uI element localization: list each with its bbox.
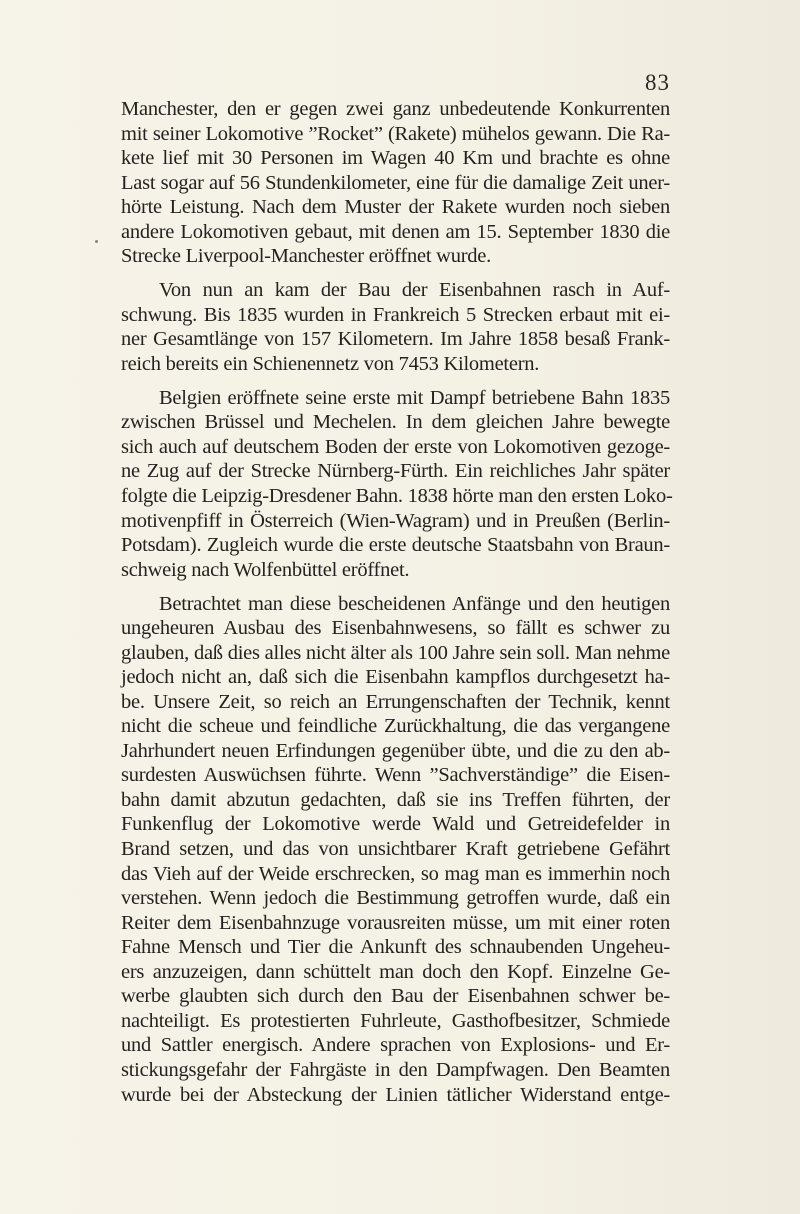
text-line: ers anzuzeigen, dann schüttelt man doch den Kopf. Einzelne Ge- bbox=[121, 960, 670, 983]
text-line: verstehen. Wenn jedoch die Bestimmung getroffen wurde, daß ein bbox=[121, 887, 670, 910]
text-line: nicht die scheue und feindliche Zurückhaltung, die das vergangene bbox=[121, 715, 670, 738]
text-line: Potsdam). Zugleich wurde die erste deutsche Staatsbahn von Braun- bbox=[121, 534, 670, 557]
text-line: Brand setzen, und das von unsichtbarer Kraft getriebene Gefährt bbox=[121, 838, 670, 861]
text-line: Funkenflug der Lokomotive werde Wald und Getreidefelder in bbox=[121, 813, 670, 836]
text-line: sich auch auf deutschem Boden der erste von Lokomotiven gezoge- bbox=[121, 435, 670, 458]
text-line: schwung. Bis 1835 wurden in Frankreich 5 Strecken erbaut mit ei- bbox=[121, 303, 670, 326]
text-line: mit seiner Lokomotive ”Rocket” (Rakete) mühelos gewann. Die Ra- bbox=[121, 122, 670, 145]
text-line: nachteiligt. Es protestierten Fuhrleute, Gasthofbesitzer, Schmiede bbox=[121, 1009, 670, 1032]
text-line: und Sattler energisch. Andere sprachen von Explosions- und Er- bbox=[121, 1034, 670, 1057]
text-line: wurde bei der Absteckung der Linien tätlicher Widerstand entge- bbox=[121, 1083, 670, 1106]
text-line: Betrachtet man diese bescheidenen Anfänge und den heutigen bbox=[159, 592, 670, 615]
text-line: schweig nach Wolfenbüttel eröffnet. bbox=[121, 558, 410, 581]
margin-speck bbox=[95, 240, 98, 243]
paragraph bbox=[121, 97, 670, 269]
text-line: jedoch nicht an, daß sich die Eisenbahn kampflos durchgesetzt ha- bbox=[121, 666, 670, 689]
text-line: Last sogar auf 56 Stundenkilometer, eine für die damalige Zeit uner- bbox=[121, 171, 670, 194]
text-line: bahn damit abzutun gedachten, daß sie ins Treffen führten, der bbox=[121, 788, 670, 811]
text-line: Jahrhundert neuen Erfindungen gegenüber übte, und die zu den ab- bbox=[121, 739, 670, 762]
text-line: Fahne Mensch und Tier die Ankunft des schnaubenden Ungeheu- bbox=[121, 936, 670, 959]
text-line: werbe glaubten sich durch den Bau der Eisenbahnen schwer be- bbox=[121, 985, 670, 1008]
text-line: kete lief mit 30 Personen im Wagen 40 Km und brachte es ohne bbox=[121, 147, 670, 170]
text-line: be. Unsere Zeit, so reich an Errungenschaften der Technik, kennt bbox=[121, 690, 670, 713]
text-line: hörte Leistung. Nach dem Muster der Rakete wurden noch sieben bbox=[121, 196, 670, 219]
text-line: Von nun an kam der Bau der Eisenbahnen rasch in Auf- bbox=[159, 279, 670, 302]
text-line: Manchester, den er gegen zwei ganz unbedeutende Konkurrenten bbox=[121, 98, 670, 120]
text-line: stickungsgefahr der Fahrgäste in den Dampfwagen. Den Beamten bbox=[121, 1058, 670, 1081]
paragraph bbox=[121, 592, 670, 1107]
text-line: ner Gesamtlänge von 157 Kilometern. Im Jahre 1858 besaß Frank- bbox=[121, 328, 670, 351]
text-line: ne Zug auf der Strecke Nürnberg-Fürth. Ein reichliches Jahr später bbox=[121, 460, 670, 483]
text-line: das Vieh auf der Weide erschrecken, so mag man es immerhin noch bbox=[121, 862, 670, 885]
body-text bbox=[121, 97, 673, 1107]
text-line: glauben, daß dies alles nicht älter als 100 Jahre sein soll. Man nehme bbox=[121, 641, 670, 664]
text-line: reich bereits ein Schienennetz von 7453 Kilometern. bbox=[121, 352, 540, 375]
text-line: andere Lokomotiven gebaut, mit denen am 15. September 1830 die bbox=[121, 220, 670, 243]
text-line: motivenpfiff in Österreich (Wien-Wagram) und in Preußen (Berlin- bbox=[121, 509, 670, 532]
paragraph bbox=[121, 278, 670, 376]
text-line: Belgien eröffnete seine erste mit Dampf betriebene Bahn 1835 bbox=[159, 386, 670, 409]
text-line: Strecke Liverpool-Manchester eröffnet wurde. bbox=[121, 245, 491, 268]
text-line: zwischen Brüssel und Mechelen. In dem gleichen Jahre bewegte bbox=[121, 411, 670, 434]
text-line: surdesten Auswüchsen führte. Wenn ”Sachverständige” die Eisen- bbox=[121, 764, 670, 787]
text-line: Reiter dem Eisenbahnzuge vorausreiten müsse, um mit einer roten bbox=[121, 911, 670, 934]
text-line: folgte die Leipzig-Dresdener Bahn. 1838 hörte man den ersten Loko- bbox=[121, 484, 673, 507]
page-number: 83 bbox=[645, 70, 670, 95]
text-line: ungeheuren Ausbau des Eisenbahnwesens, so fällt es schwer zu bbox=[121, 617, 670, 640]
paragraph bbox=[121, 386, 673, 582]
